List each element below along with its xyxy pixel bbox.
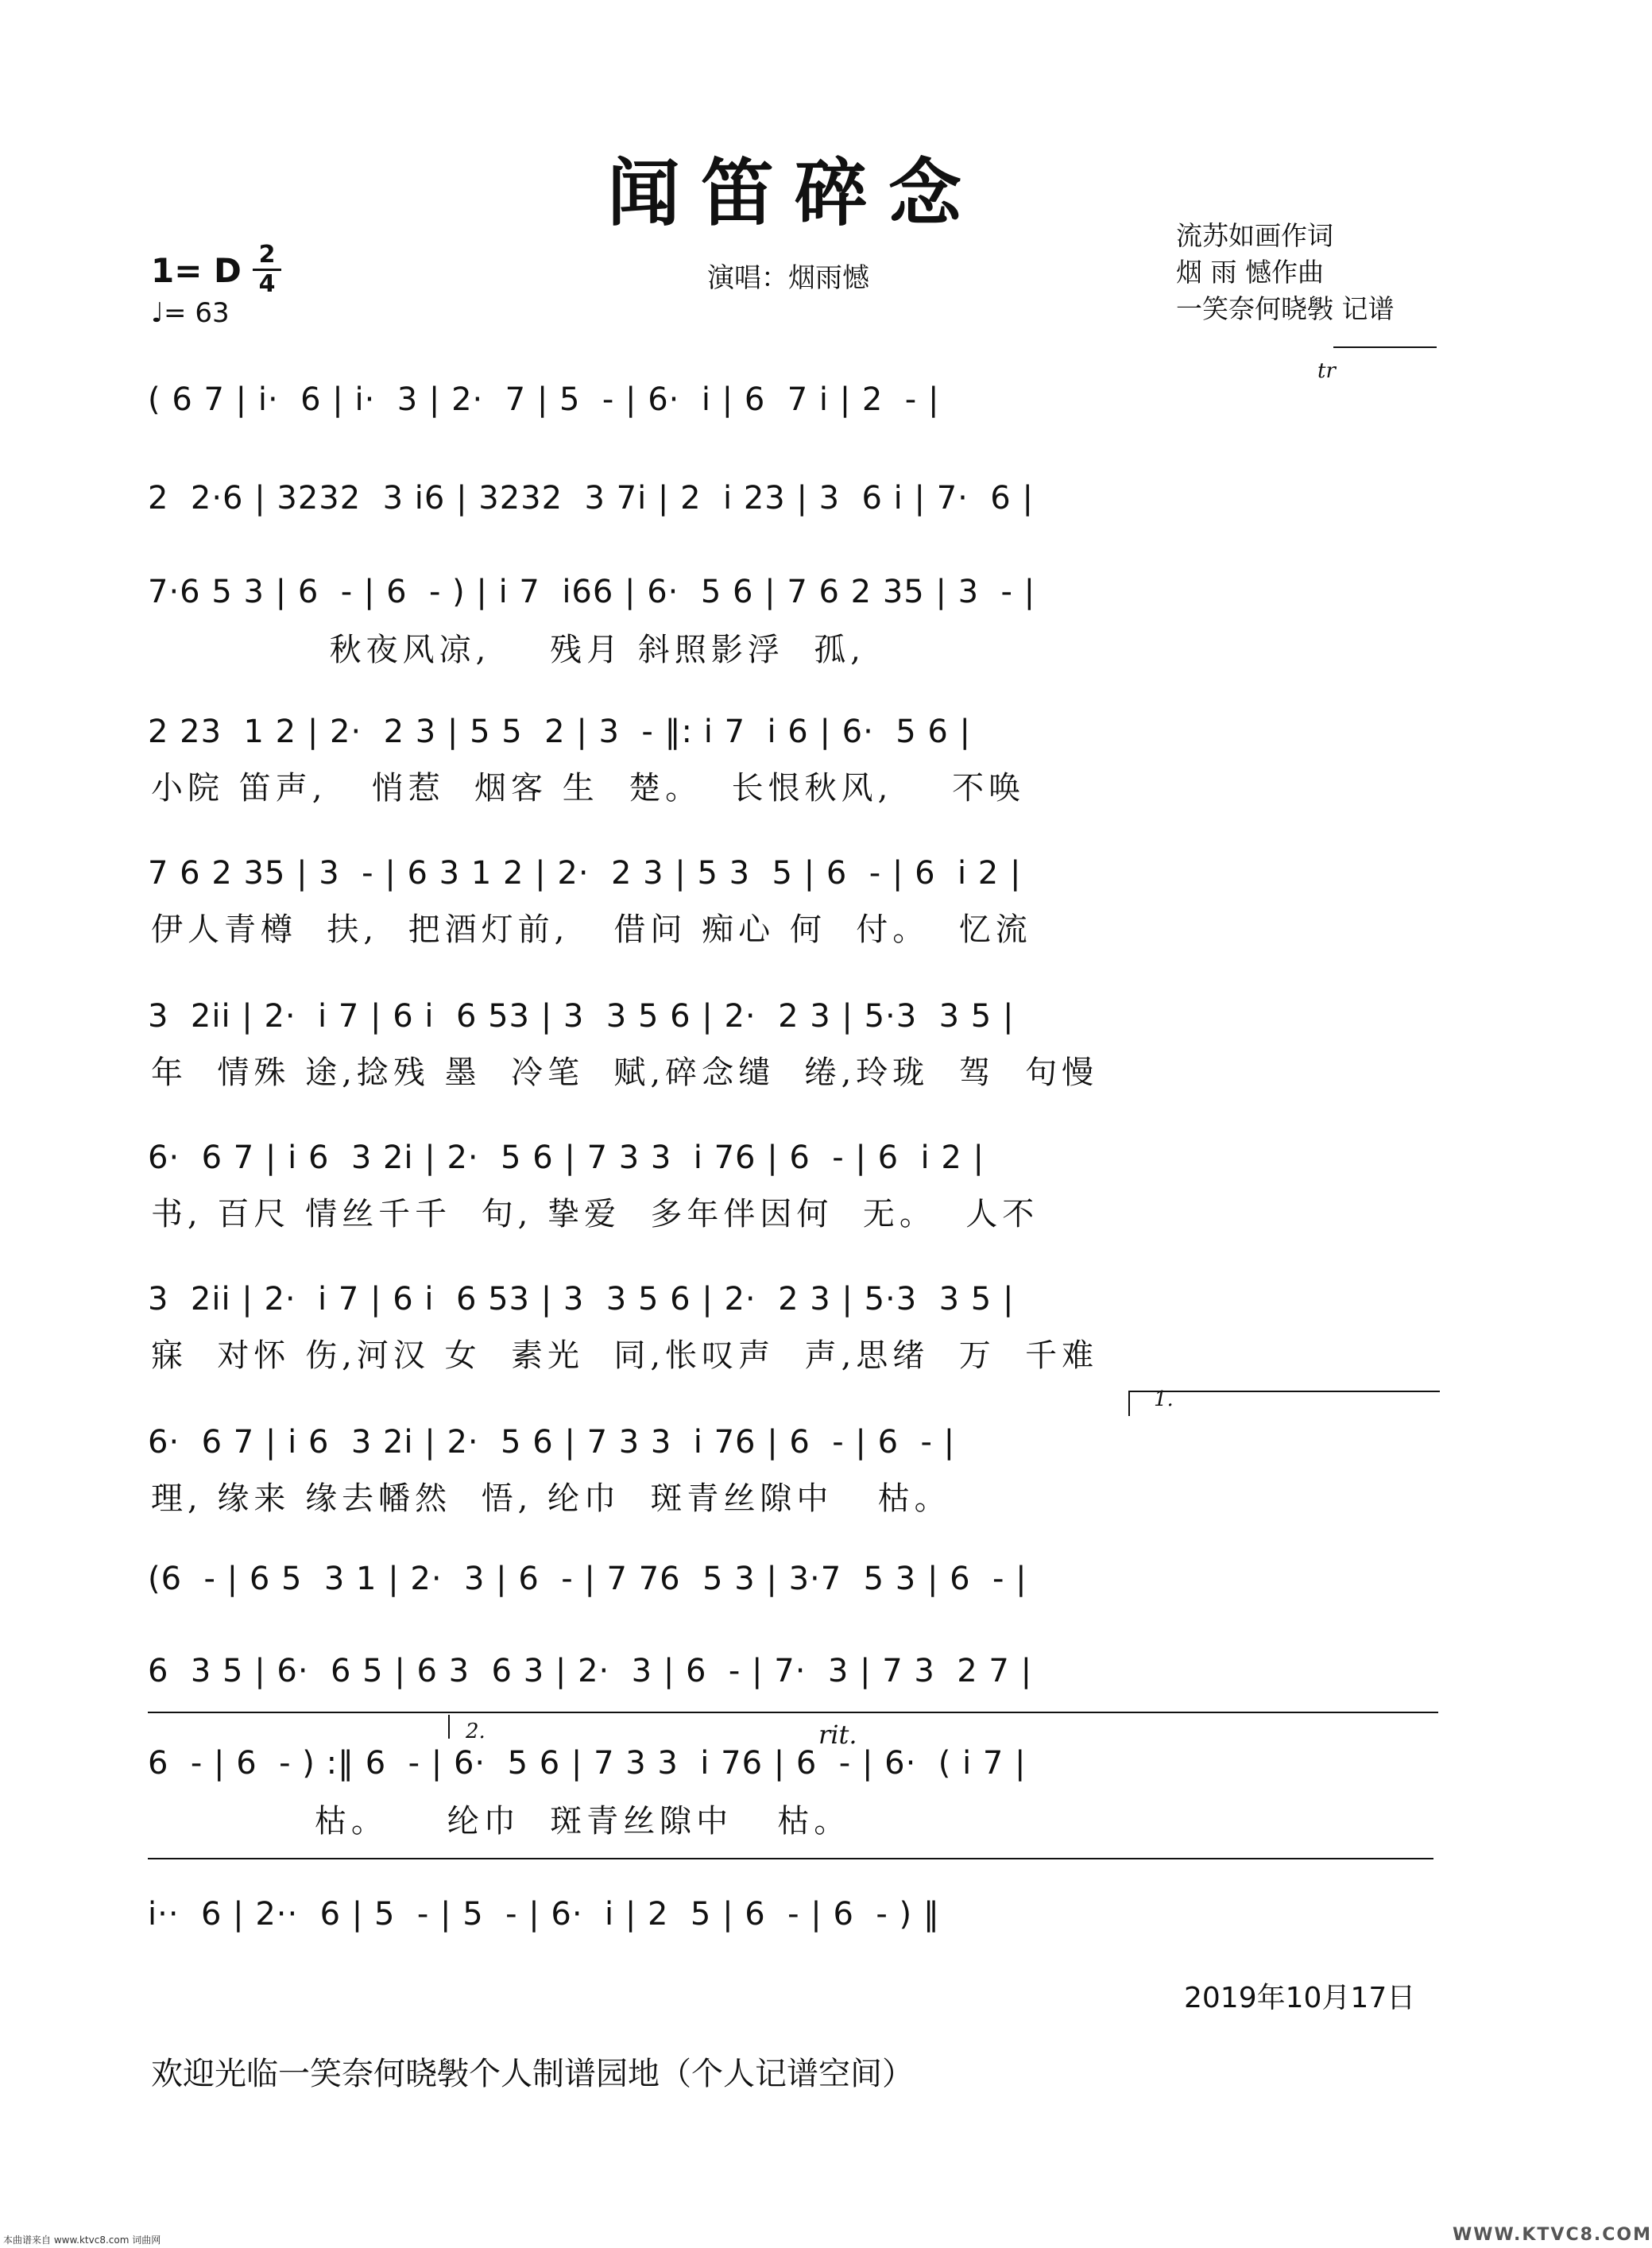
key-signature: 1= D <box>151 251 242 290</box>
score-row-10-notes: (6 - | 6 5 3 1 | 2· 3 | 6 - | 7 76 5 3 | 3·7 5 3 | 6 - | <box>148 1561 1027 1597</box>
lyricist-credit: 流苏如画作词 <box>1176 220 1333 251</box>
score-row-3-notes: 7·6 5 3 | 6 - | 6 - ) | i 7 i66 | 6· 5 6 | 7 6 2 35 | 3 - | <box>148 574 1036 610</box>
score-row-9-lyrics: 理, 缘来 缘去幡然 悟, 纶巾 斑青丝隙中 枯。 <box>151 1480 951 1517</box>
score-row-5-lyrics: 伊人青樽 扶, 把酒灯前, 借问 痴心 何 付。 忆流 <box>151 911 1032 948</box>
score-row-13-notes: i·· 6 | 2·· 6 | 5 - | 5 - | 6· i | 2 5 | 6 - | 6 - ) ‖ <box>148 1896 940 1933</box>
score-row-2-notes: 2 2·6 | 3232 3 i6 | 3232 3 7i | 2 i 23 | 3 6 i | 7· 6 | <box>148 480 1034 517</box>
trill-line <box>1333 346 1437 348</box>
trill-marking: tr <box>1317 359 1336 383</box>
score-row-4-notes: 2 23 1 2 | 2· 2 3 | 5 5 2 | 3 - ‖: i 7 i 6 | 6· 5 6 | <box>148 714 972 750</box>
score-row-12-lyrics: 枯。 纶巾 斑青丝隙中 枯。 <box>151 1803 851 1840</box>
score-row-1-notes: ( 6 7 | i· 6 | i· 3 | 2· 7 | 5 - | 6· i | 6 7 i | 2 - | <box>148 381 940 418</box>
volta-2-label: 2. <box>466 1720 486 1743</box>
score-row-8-notes: 3 2ii | 2· i 7 | 6 i 6 53 | 3 3 5 6 | 2· 2 3 | 5·3 3 5 | <box>148 1281 1015 1317</box>
score-row-7-lyrics: 书, 百尺 情丝千千 句, 挚爱 多年伴因何 无。 人不 <box>151 1196 1039 1232</box>
composer-credit: 烟 雨 憾作曲 <box>1176 257 1324 288</box>
welcome-message: 欢迎光临一笑奈何晓斅个人制谱园地（个人记谱空间） <box>151 2056 914 2092</box>
page-title: 闻笛碎念 <box>606 150 982 236</box>
score-row-6-notes: 3 2ii | 2· i 7 | 6 i 6 53 | 3 3 5 6 | 2· 2 3 | 5·3 3 5 | <box>148 998 1015 1035</box>
footer-watermark: WWW.KTVC8.COM <box>1453 2225 1652 2245</box>
time-signature-bottom: 4 <box>258 270 276 298</box>
score-row-5-notes: 7 6 2 35 | 3 - | 6 3 1 2 | 2· 2 3 | 5 3 5 | 6 - | 6 i 2 | <box>148 855 1022 892</box>
tempo-marking: ♩= 63 <box>151 297 230 329</box>
rit-marking: rit. <box>818 1720 857 1750</box>
credits-block <box>1176 218 1438 327</box>
footer-source-text: 本曲谱来自 www.ktvc8.com 词曲网 <box>3 2234 161 2246</box>
date-stamp: 2019年10月17日 <box>1184 1982 1416 2014</box>
volta-2-bracket <box>448 1715 1440 1739</box>
score-row-9-notes: 6· 6 7 | i 6 3 2i | 2· 5 6 | 7 3 3 i 76 | 6 - | 6 - | <box>148 1424 956 1461</box>
time-signature-top: 2 <box>258 241 276 269</box>
score-row-11-notes: 6 3 5 | 6· 6 5 | 6 3 6 3 | 2· 3 | 6 - | 7· 3 | 7 3 2 7 | <box>148 1653 1033 1689</box>
score-row-8-lyrics: 寐 对怀 伤,河汉 女 素光 同,怅叹声 声,思绪 万 千难 <box>151 1337 1099 1374</box>
score-row-4-lyrics: 小院 笛声, 悄惹 烟客 生 楚。 长恨秋风, 不唤 <box>151 770 1026 807</box>
score-row-7-notes: 6· 6 7 | i 6 3 2i | 2· 5 6 | 7 3 3 i 76 | 6 - | 6 i 2 | <box>148 1139 985 1176</box>
score-row-12-notes: 6 - | 6 - ) :‖ 6 - | 6· 5 6 | 7 3 3 i 76 | 6 - | 6· ( i 7 | <box>148 1745 1027 1782</box>
volta-1-bracket <box>1128 1391 1440 1416</box>
final-row-bracket <box>148 1858 1433 1859</box>
volta-1-bracket-continued <box>148 1712 1438 1713</box>
score-row-3-lyrics: 秋夜风凉, 残月 斜照影浮 孤, <box>151 632 866 668</box>
score-row-6-lyrics: 年 情殊 途,捻残 墨 冷笔 赋,碎念缱 绻,玲珑 驾 句慢 <box>151 1054 1099 1091</box>
volta-1-label: 1. <box>1154 1387 1174 1411</box>
time-signature <box>253 243 281 296</box>
notation-credit: 一笑奈何晓斅 记谱 <box>1176 293 1395 324</box>
singer-credit: 演唱：烟雨憾 <box>707 262 869 294</box>
